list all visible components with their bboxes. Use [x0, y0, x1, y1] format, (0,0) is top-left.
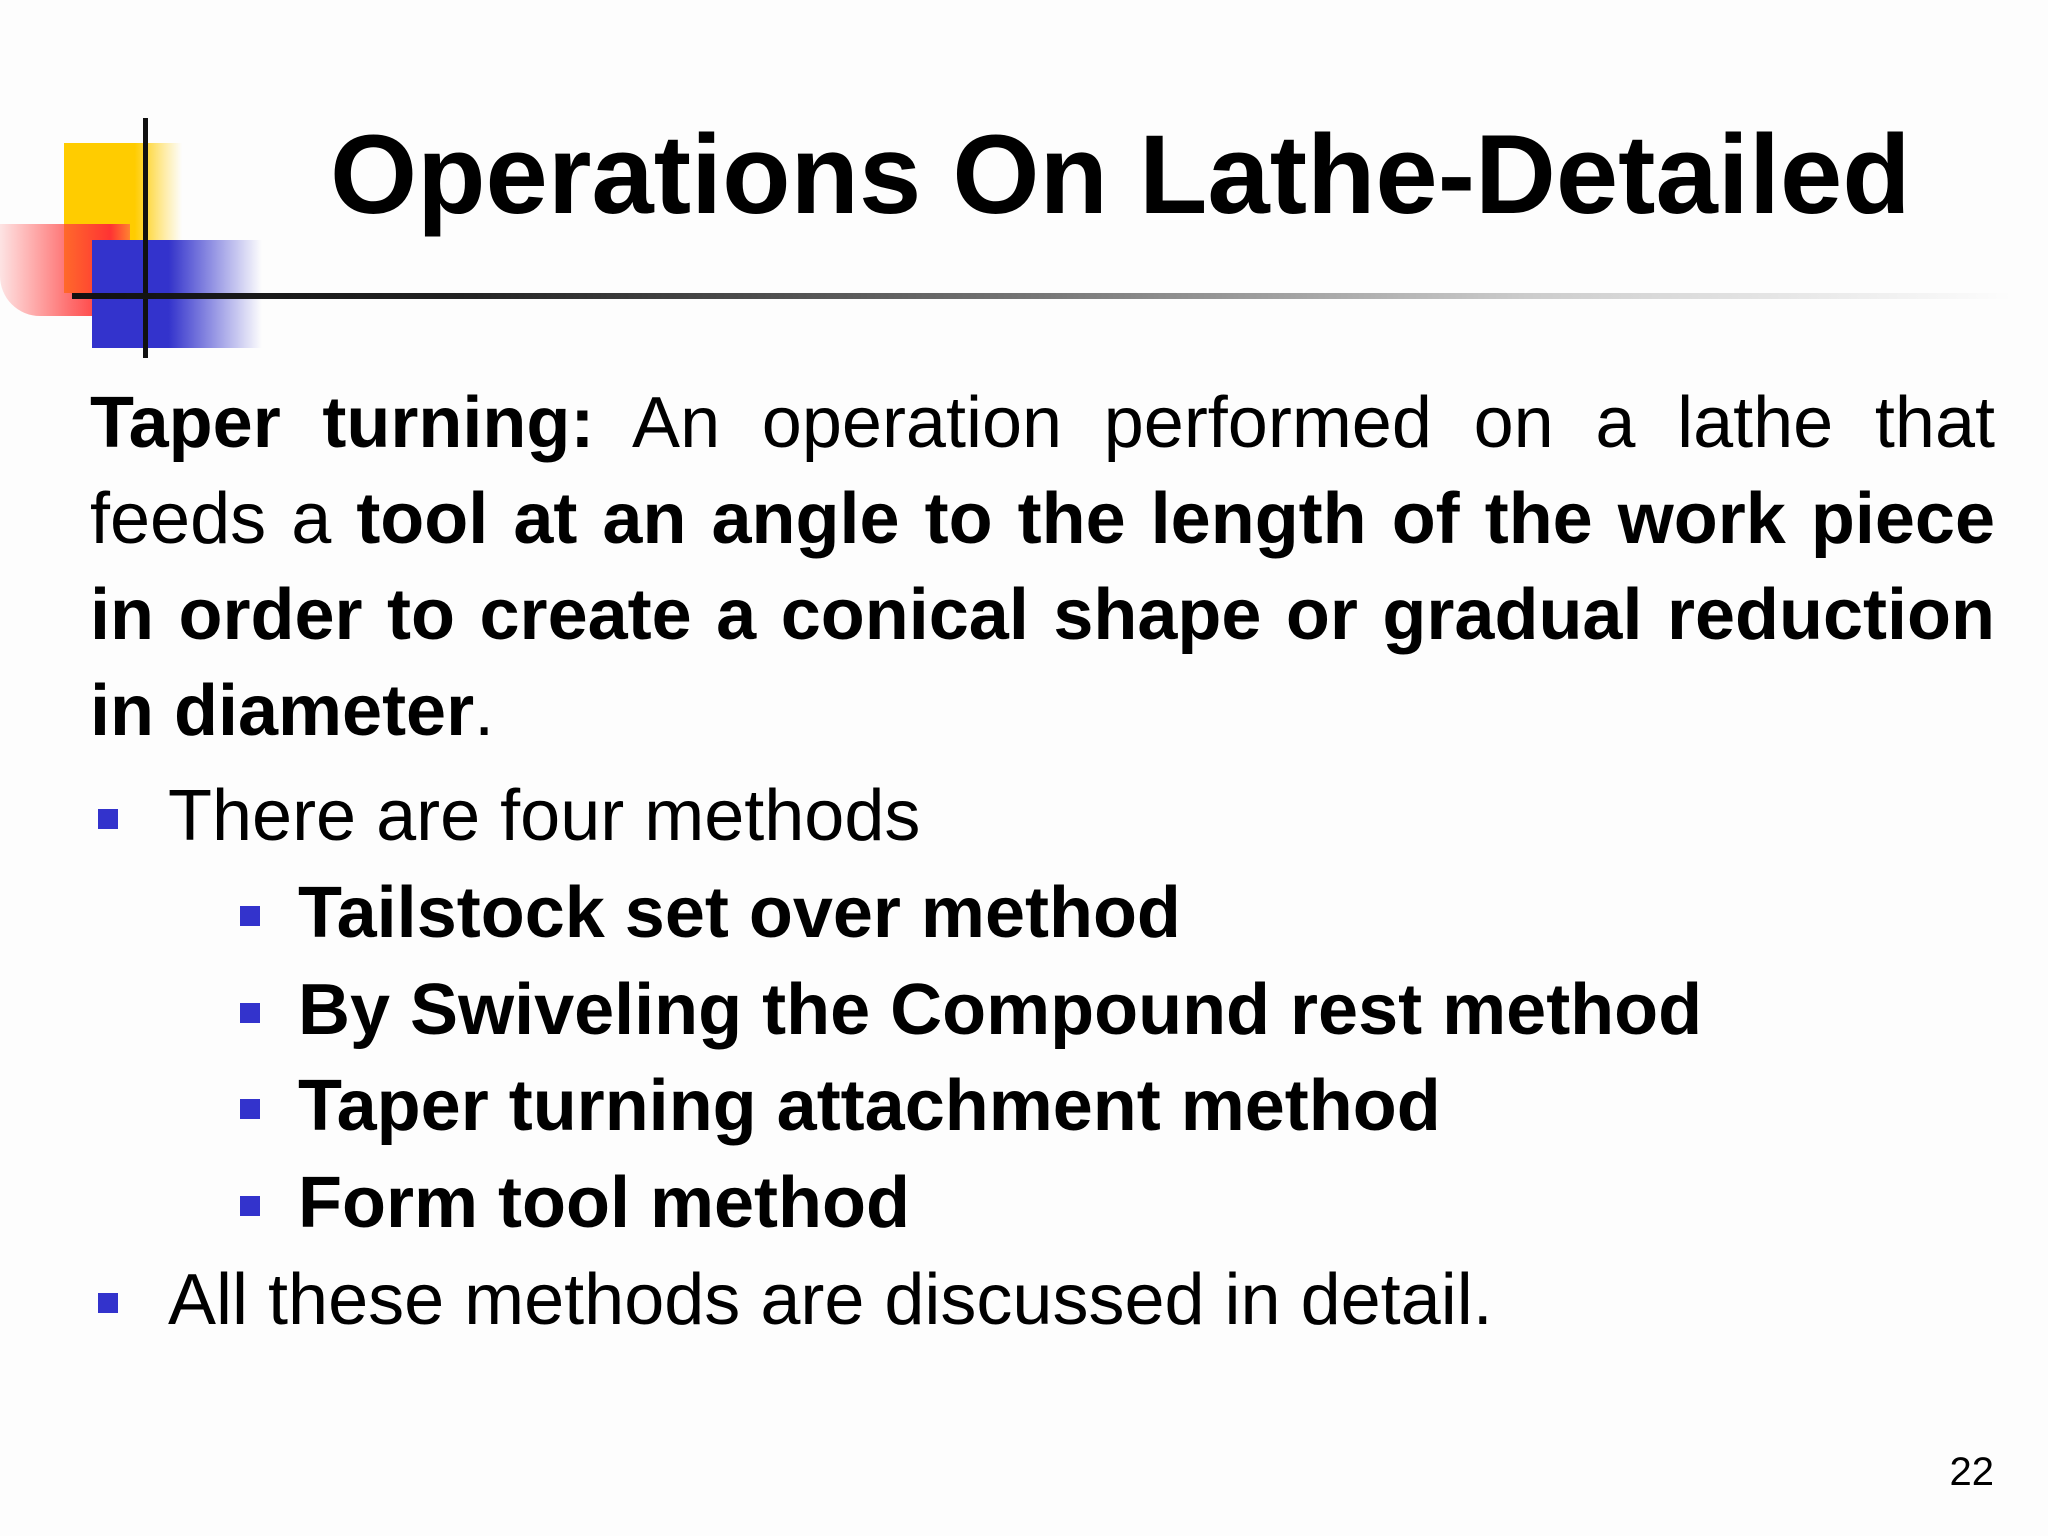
square-bullet-icon — [240, 906, 260, 926]
title-underline — [72, 293, 2012, 299]
list-item-text: By Swiveling the Compound rest method — [298, 970, 1703, 1050]
list-item-text: Form tool method — [298, 1163, 910, 1243]
definition-text-2: . — [474, 671, 495, 751]
taper-turning-definition — [90, 375, 1995, 759]
square-bullet-icon — [240, 1099, 260, 1119]
definition-term: Taper turning: — [90, 383, 595, 463]
square-bullet-icon — [240, 1196, 260, 1216]
square-bullet-icon — [98, 809, 118, 829]
slide-title: Operations On Lathe-Detailed — [330, 112, 1911, 237]
definition-bold-text: tool at an angle to the length of the work piece in order to create a conical shape or gradual reduction in diameter — [90, 479, 1995, 751]
definition-text-1: An operation performed on a lathe that feeds a — [90, 383, 1996, 559]
list-item-text: Tailstock set over method — [298, 873, 1181, 953]
decorative-vertical-line — [143, 118, 148, 358]
list-item-text: There are four methods — [168, 776, 921, 856]
list-item-text: All these methods are discussed in detail. — [168, 1260, 1493, 1340]
square-bullet-icon — [98, 1293, 118, 1313]
page-number: 22 — [1949, 1450, 1994, 1494]
list-item-text: Taper turning attachment method — [298, 1066, 1441, 1146]
square-bullet-icon — [240, 1003, 260, 1023]
